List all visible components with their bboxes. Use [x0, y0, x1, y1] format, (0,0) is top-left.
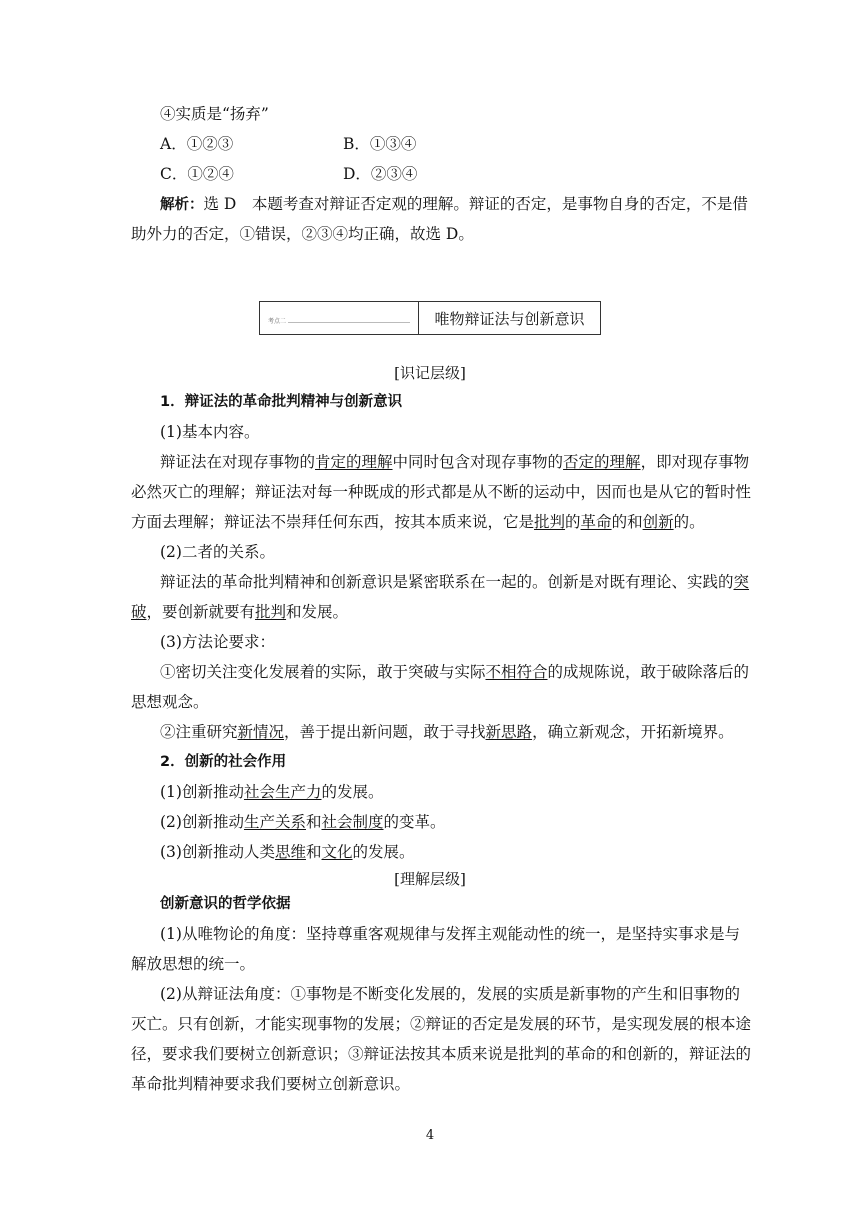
question-item-4: ④实质是“扬弃” — [160, 105, 269, 123]
paragraph-3-line-2: 思想观念。 — [131, 693, 209, 711]
section-title: 唯物辩证法与创新意识 — [434, 309, 585, 328]
basis-2-line-2: 灭亡。只有创新，才能实现事物的发展；②辩证的否定是发展的环节，是实现发展的根本途 — [131, 1015, 752, 1033]
paragraph-2-line-2: 破，要创新就要有批判和发展。 — [131, 603, 349, 621]
basis-1-line-1: (1)从唯物论的角度：坚持尊重客观规律与发挥主观能动性的统一，是坚持实事求是与 — [160, 925, 740, 943]
section-label-rule — [288, 322, 410, 323]
heading-1: 1．辩证法的革命批判精神与创新意识 — [160, 394, 403, 410]
paragraph-1-line-2: 必然灭亡的理解；辩证法对每一种既成的形式都是从不断的运动中，因而也是从它的暂时性 — [131, 483, 752, 501]
heading-3: 创新意识的哲学依据 — [160, 896, 291, 912]
option-c: C．①②④ — [160, 165, 234, 183]
analysis-label: 解析： — [160, 197, 204, 213]
analysis-line-1: 解析：选 D 本题考查对辩证否定观的理解。辩证的否定，是事物自身的否定，不是借 — [160, 195, 748, 213]
subheading-3: (3)方法论要求： — [160, 633, 275, 651]
section-label-cell — [260, 302, 419, 334]
section-header-box — [259, 301, 601, 335]
paragraph-3-line-1: ①密切关注变化发展着的实际，敢于突破与实际不相符合的成规陈说，敢于破除落后的 — [160, 663, 750, 681]
subheading-1: (1)基本内容。 — [160, 423, 260, 441]
analysis-line-2: 助外力的否定，①错误，②③④均正确，故选 D。 — [131, 225, 474, 243]
page-number: 4 — [425, 1128, 435, 1143]
level-recall-heading: [识记层级] — [394, 364, 466, 382]
basis-1-line-2: 解放思想的统一。 — [131, 955, 256, 973]
paragraph-1-line-3: 方面去理解；辩证法不崇拜任何东西，按其本质来说，它是批判的革命的和创新的。 — [131, 513, 705, 531]
role-item-2: (2)创新推动生产关系和社会制度的变革。 — [160, 813, 446, 831]
heading-2: 2．创新的社会作用 — [160, 754, 287, 770]
basis-2-line-3: 径，要求我们要树立创新意识；③辩证法按其本质来说是批判的革命的和创新的，辩证法的 — [131, 1045, 752, 1063]
section-small-label: 考点二 — [268, 318, 287, 325]
basis-2-line-1: (2)从辩证法角度：①事物是不断变化发展的，发展的实质是新事物的产生和旧事物的 — [160, 985, 740, 1003]
subheading-2: (2)二者的关系。 — [160, 543, 275, 561]
option-d: D．②③④ — [343, 165, 418, 183]
level-understand-heading: [理解层级] — [394, 870, 466, 888]
role-item-3: (3)创新推动人类思维和文化的发展。 — [160, 843, 415, 861]
role-item-1: (1)创新推动社会生产力的发展。 — [160, 783, 384, 801]
paragraph-2-line-1: 辩证法的革命批判精神和创新意识是紧密联系在一起的。创新是对既有理论、实践的突 — [160, 573, 750, 591]
paragraph-4: ②注重研究新情况，善于提出新问题，敢于寻找新思路，确立新观念，开拓新境界。 — [160, 723, 734, 741]
basis-2-line-4: 革命批判精神要求我们要树立创新意识。 — [131, 1075, 411, 1093]
option-b: B．①③④ — [343, 135, 417, 153]
option-a: A．①②③ — [160, 135, 234, 153]
paragraph-1-line-1: 辩证法在对现存事物的肯定的理解中同时包含对现存事物的否定的理解，即对现存事物 — [160, 453, 750, 471]
